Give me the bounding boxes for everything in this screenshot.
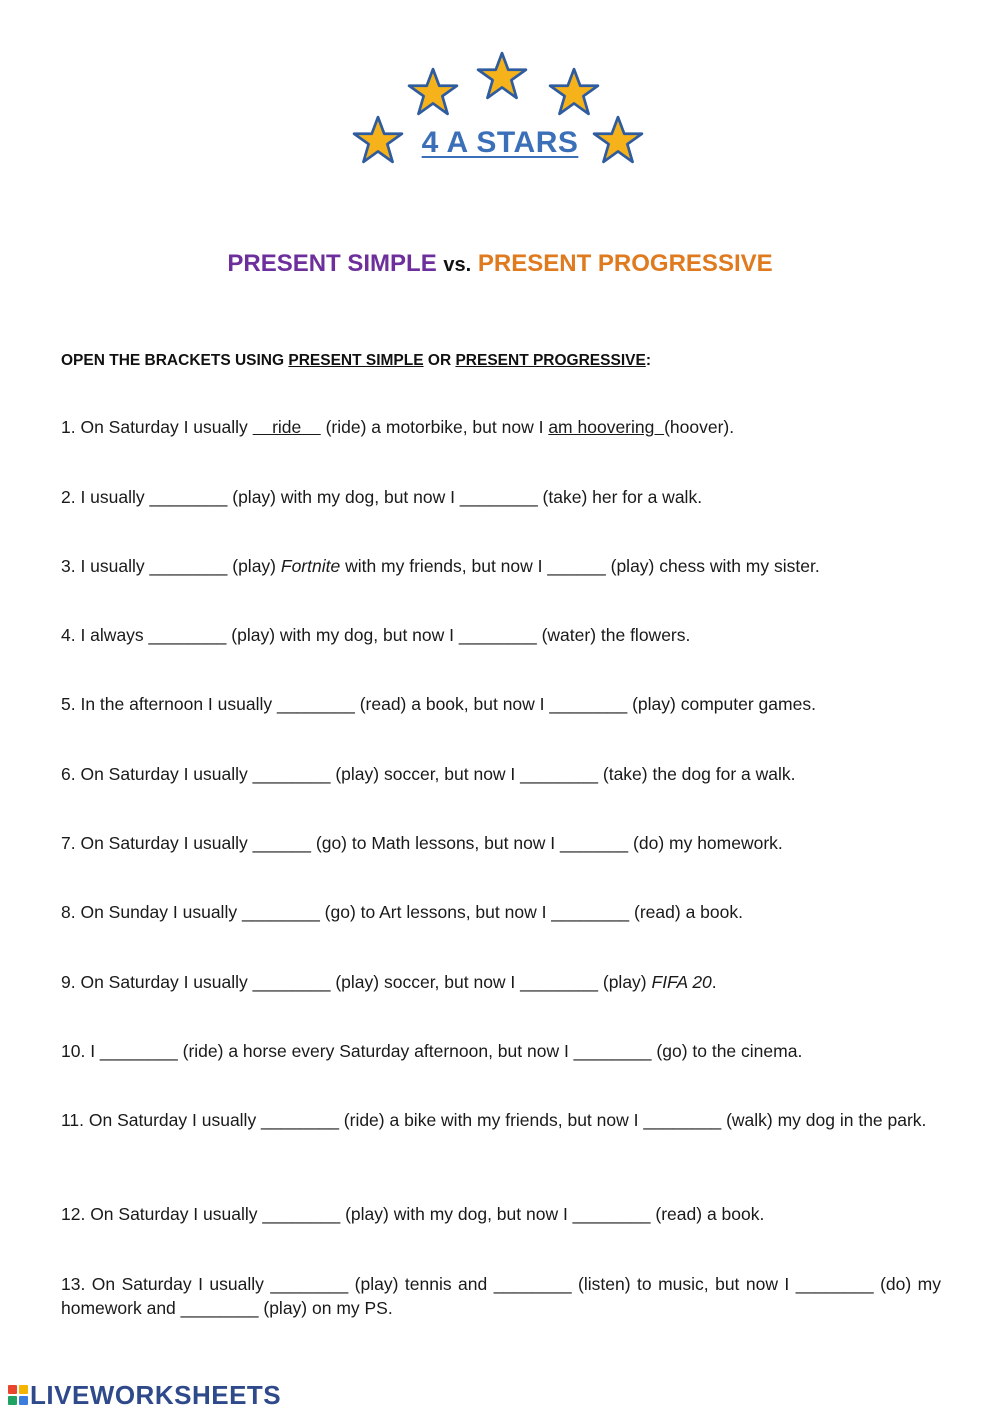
instruction-term1: PRESENT SIMPLE (288, 352, 424, 369)
topic-present-simple: PRESENT SIMPLE (227, 250, 437, 277)
instruction-lead: OPEN THE BRACKETS USING (61, 352, 289, 369)
topic-present-progressive: PRESENT PROGRESSIVE (477, 250, 773, 277)
question-13[interactable]: 13. On Saturday I usually ________ (play) tennis and ________ (listen) to music, but now I ________ (do) my homework and ________ (play) on my PS. (61, 1274, 941, 1318)
q3-lead: 3. I usually ________ (play) (61, 556, 281, 576)
question-6[interactable]: 6. On Saturday I usually ________ (play) soccer, but now I ________ (take) the dog for a walk. (61, 764, 796, 784)
logo-square (8, 1396, 17, 1405)
q3-italic: Fortnite (280, 556, 341, 576)
question-11[interactable]: 11. On Saturday I usually ________ (ride) a bike with my friends, but now I ________ (walk) my dog in the park. (61, 1110, 927, 1130)
logo-square (19, 1396, 28, 1405)
topic-vs: vs. (443, 254, 472, 276)
question-2[interactable]: 2. I usually ________ (play) with my dog, but now I ________ (take) her for a walk. (61, 487, 703, 507)
logo-text: LIVEWORKSHEETS (30, 1379, 282, 1410)
logo-grid-icon (8, 1385, 28, 1405)
star-icon (548, 66, 600, 118)
instruction-end: : (645, 352, 651, 369)
logo-square (19, 1385, 28, 1394)
question-7[interactable]: 7. On Saturday I usually ______ (go) to Math lessons, but now I _______ (do) my homework. (61, 833, 783, 853)
q9-end: . (711, 972, 717, 992)
question-4[interactable]: 4. I always ________ (play) with my dog, but now I ________ (water) the flowers. (61, 625, 691, 645)
liveworksheets-logo[interactable] (8, 1380, 281, 1410)
question-10[interactable]: 10. I ________ (ride) a horse every Saturday afternoon, but now I ________ (go) to the cinema. (61, 1041, 803, 1061)
brand-title: 4 A STARS (421, 126, 579, 159)
q9-lead: 9. On Saturday I usually ________ (play) soccer, but now I ________ (play) (61, 972, 652, 992)
q1-answer-2[interactable]: am hoovering (548, 417, 665, 437)
star-icon (476, 50, 528, 102)
star-icon (407, 66, 459, 118)
question-3[interactable] (61, 554, 941, 578)
q1-mid: (ride) a motorbike, but now I (320, 417, 549, 437)
q9-italic: FIFA 20 (651, 972, 712, 992)
question-1 (61, 415, 941, 439)
q3-end: with my friends, but now I ______ (play) chess with my sister. (340, 556, 820, 576)
topic-heading (0, 250, 1000, 278)
question-8[interactable]: 8. On Sunday I usually ________ (go) to Art lessons, but now I ________ (read) a book. (61, 902, 743, 922)
question-5[interactable]: 5. In the afternoon I usually ________ (read) a book, but now I ________ (play) computer games. (61, 694, 816, 714)
q1-lead: 1. On Saturday I usually (61, 417, 253, 437)
logo-square (8, 1385, 17, 1394)
instruction (61, 352, 651, 370)
instruction-mid: OR (423, 352, 456, 369)
q1-end: (hoover). (664, 417, 735, 437)
question-12[interactable]: 12. On Saturday I usually ________ (play) with my dog, but now I ________ (read) a book. (61, 1204, 765, 1224)
q1-answer-1[interactable]: ride (252, 417, 321, 437)
question-9[interactable] (61, 970, 941, 994)
instruction-term2: PRESENT PROGRESSIVE (455, 352, 646, 369)
